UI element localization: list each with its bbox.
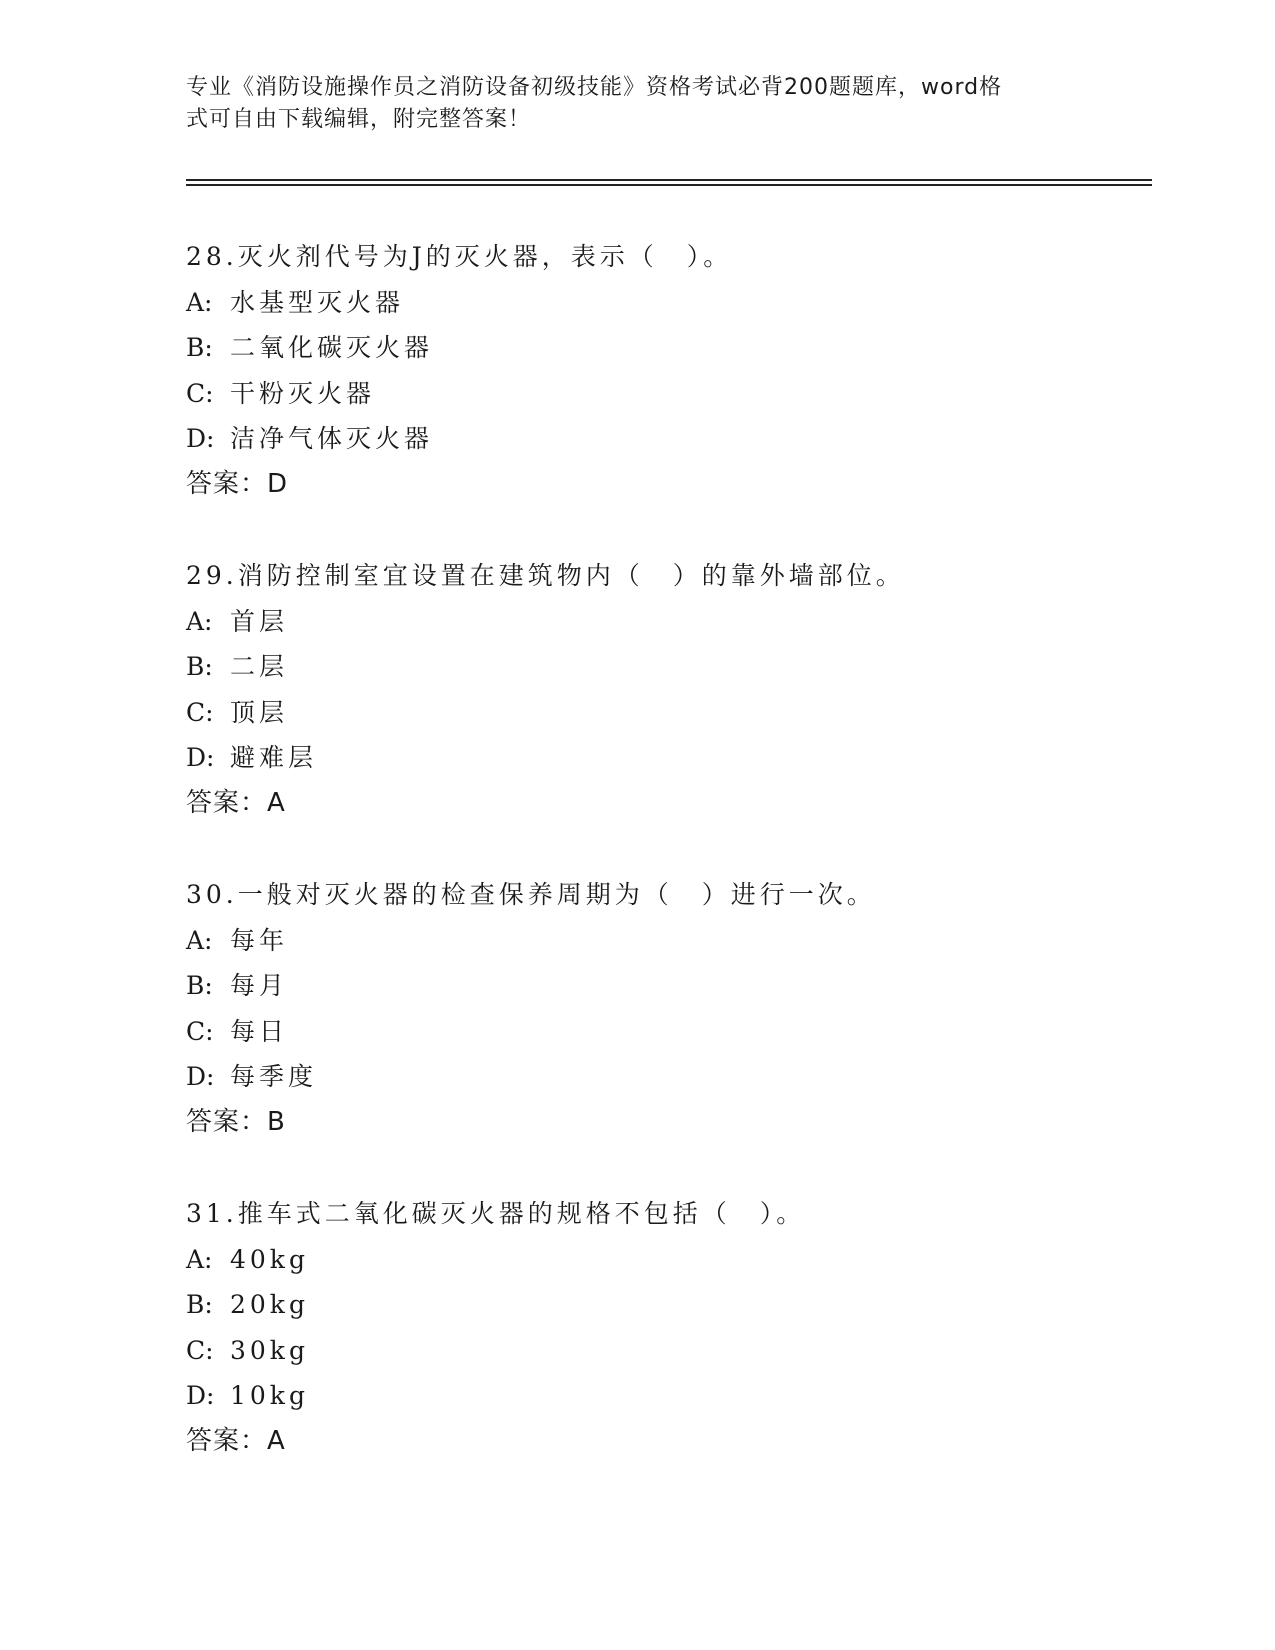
document-header	[186, 72, 1066, 136]
option-key: B:	[186, 652, 213, 681]
option-text: 每年	[230, 925, 289, 955]
option-d	[186, 416, 1166, 462]
answer-line: 答案：A	[186, 1425, 286, 1456]
option-b	[186, 1282, 1166, 1328]
option-text: 二层	[230, 652, 289, 681]
option-key: C:	[186, 1016, 214, 1046]
option-text: 避难层	[230, 743, 318, 772]
question-stem: 31.推车式二氧化碳灭火器的规格不包括（ ）。	[186, 1199, 806, 1228]
question-stem: 30.一般对灭火器的检查保养周期为（ ）进行一次。	[186, 880, 876, 909]
option-text: 20kg	[230, 1290, 309, 1319]
answer-line: 答案：B	[186, 1106, 286, 1137]
option-key: D:	[186, 1062, 215, 1091]
question-block	[186, 872, 1166, 1145]
option-c	[186, 690, 1166, 736]
option-b	[186, 644, 1166, 690]
option-key: C:	[186, 697, 214, 727]
option-a	[186, 280, 1166, 326]
option-key: B:	[186, 1290, 213, 1319]
header-divider-bottom	[186, 184, 1152, 186]
option-key: B:	[186, 333, 213, 362]
header-line-1: 专业《消防设施操作员之消防设备初级技能》资格考试必背200题题库，word格	[186, 75, 1003, 100]
option-d	[186, 1054, 1166, 1100]
option-key: C:	[186, 1335, 214, 1365]
option-a	[186, 1237, 1166, 1283]
option-key: A:	[186, 287, 213, 317]
option-text: 首层	[230, 606, 289, 636]
option-c	[186, 1328, 1166, 1374]
option-d	[186, 1373, 1166, 1419]
option-text: 二氧化碳灭火器	[230, 333, 434, 362]
option-text: 每季度	[230, 1062, 318, 1091]
answer-line: 答案：A	[186, 787, 286, 818]
header-divider-top	[186, 179, 1152, 181]
option-b	[186, 325, 1166, 371]
question-block	[186, 1191, 1166, 1464]
option-c	[186, 371, 1166, 417]
option-text: 10kg	[230, 1381, 309, 1410]
option-key: D:	[186, 424, 215, 453]
option-key: A:	[186, 925, 213, 955]
option-text: 洁净气体灭火器	[230, 424, 434, 453]
option-b	[186, 963, 1166, 1009]
option-text: 40kg	[230, 1244, 309, 1274]
option-text: 水基型灭火器	[230, 287, 405, 317]
question-block	[186, 234, 1166, 507]
option-c	[186, 1009, 1166, 1055]
option-text: 每日	[230, 1016, 289, 1046]
option-text: 干粉灭火器	[230, 378, 376, 408]
option-d	[186, 735, 1166, 781]
option-key: A:	[186, 606, 213, 636]
option-key: B:	[186, 971, 213, 1000]
answer-line: 答案：D	[186, 468, 289, 499]
option-key: D:	[186, 1381, 215, 1410]
header-line-2: 式可自由下载编辑，附完整答案！	[186, 107, 532, 132]
option-key: C:	[186, 378, 214, 408]
option-text: 顶层	[230, 697, 289, 727]
question-stem: 29.消防控制室宜设置在建筑物内（ ）的靠外墙部位。	[186, 561, 905, 590]
question-stem: 28.灭火剂代号为J的灭火器，表示（ ）。	[186, 242, 733, 271]
option-text: 30kg	[230, 1335, 309, 1365]
option-key: A:	[186, 1244, 213, 1274]
option-a	[186, 599, 1166, 645]
question-block	[186, 553, 1166, 826]
option-text: 每月	[230, 971, 289, 1000]
option-a	[186, 918, 1166, 964]
option-key: D:	[186, 743, 215, 772]
